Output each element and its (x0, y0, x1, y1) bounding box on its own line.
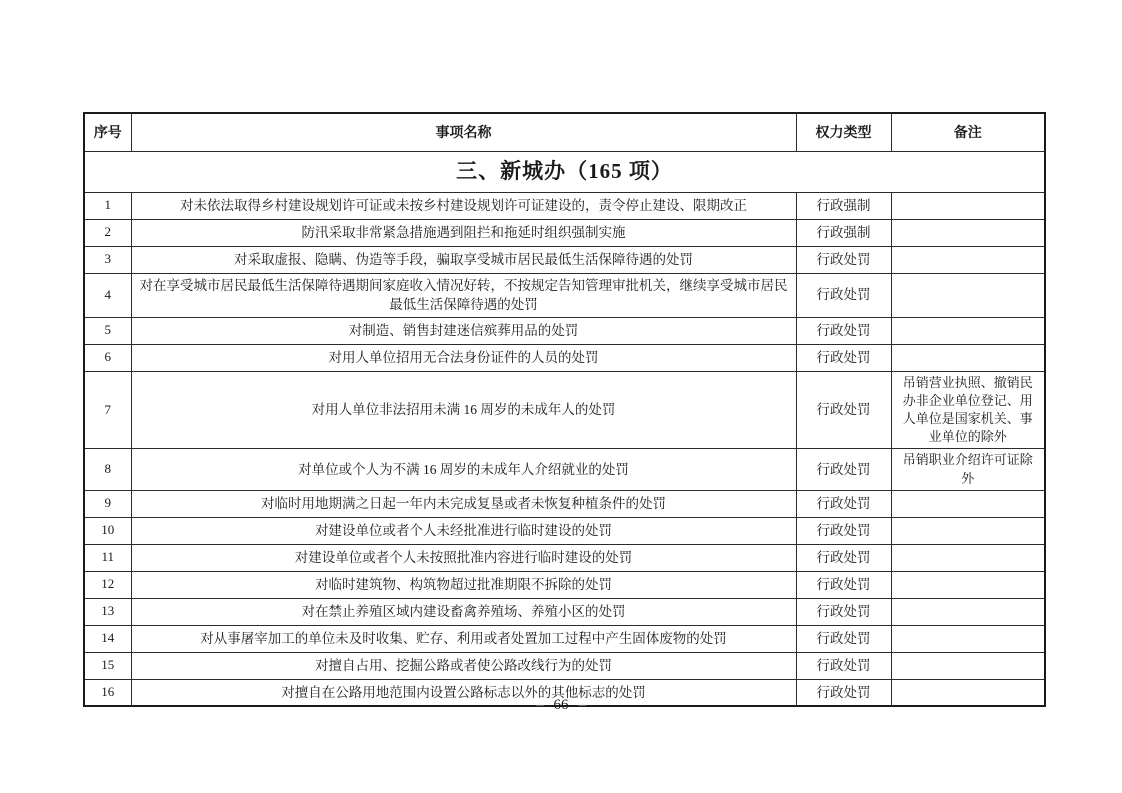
table-row (84, 192, 1045, 219)
cell-power-type: 行政处罚 (796, 449, 891, 490)
cell-item-name: 对在享受城市居民最低生活保障待遇期间家庭收入情况好转，不按规定告知管理审批机关，继续享受城市居民最低生活保障待遇的处罚 (131, 273, 796, 317)
table-row (84, 490, 1045, 517)
cell-item-name: 对单位或个人为不满 16 周岁的未成年人介绍就业的处罚 (131, 449, 796, 490)
cell-remark (891, 246, 1045, 273)
cell-item-name: 对用人单位非法招用未满 16 周岁的未成年人的处罚 (131, 371, 796, 449)
column-header-power-type: 权力类型 (796, 113, 891, 151)
table-row (84, 625, 1045, 652)
cell-index: 8 (84, 449, 131, 490)
cell-item-name: 防汛采取非常紧急措施遇到阻拦和拖延时组织强制实施 (131, 219, 796, 246)
cell-power-type: 行政处罚 (796, 317, 891, 344)
cell-item-name: 对制造、销售封建迷信殡葬用品的处罚 (131, 317, 796, 344)
table-row (84, 598, 1045, 625)
table-row (84, 652, 1045, 679)
cell-item-name: 对用人单位招用无合法身份证件的人员的处罚 (131, 344, 796, 371)
table-row (84, 449, 1045, 490)
cell-remark: 吊销职业介绍许可证除外 (891, 449, 1045, 490)
cell-item-name: 对临时建筑物、构筑物超过批准期限不拆除的处罚 (131, 571, 796, 598)
powers-table (83, 112, 1046, 707)
page-number (0, 697, 1122, 714)
cell-index: 7 (84, 371, 131, 449)
cell-index: 4 (84, 273, 131, 317)
cell-index: 3 (84, 246, 131, 273)
section-title: 三、新城办（165 项） (84, 151, 1045, 192)
section-header-row (84, 151, 1045, 192)
cell-power-type: 行政处罚 (796, 344, 891, 371)
cell-remark (891, 652, 1045, 679)
cell-index: 9 (84, 490, 131, 517)
column-header-index: 序号 (84, 113, 131, 151)
table-row (84, 544, 1045, 571)
cell-item-name: 对在禁止养殖区域内建设畜禽养殖场、养殖小区的处罚 (131, 598, 796, 625)
table-row (84, 517, 1045, 544)
cell-remark (891, 490, 1045, 517)
cell-index: 10 (84, 517, 131, 544)
cell-remark (891, 517, 1045, 544)
cell-item-name: 对擅自占用、挖掘公路或者使公路改线行为的处罚 (131, 652, 796, 679)
cell-index: 12 (84, 571, 131, 598)
cell-index: 6 (84, 344, 131, 371)
cell-index: 1 (84, 192, 131, 219)
cell-power-type: 行政处罚 (796, 246, 891, 273)
cell-power-type: 行政处罚 (796, 625, 891, 652)
cell-power-type: 行政处罚 (796, 371, 891, 449)
table-row (84, 273, 1045, 317)
cell-remark (891, 571, 1045, 598)
cell-index: 2 (84, 219, 131, 246)
cell-remark (891, 317, 1045, 344)
cell-index: 16 (84, 679, 131, 706)
page-number-left-dash: – (536, 697, 544, 713)
table-row (84, 344, 1045, 371)
cell-power-type: 行政处罚 (796, 544, 891, 571)
page-number-right-dash: – (578, 697, 586, 713)
cell-item-name: 对从事屠宰加工的单位未及时收集、贮存、利用或者处置加工过程中产生固体废物的处罚 (131, 625, 796, 652)
cell-item-name: 对建设单位或者个人未经批准进行临时建设的处罚 (131, 517, 796, 544)
cell-index: 15 (84, 652, 131, 679)
page-number-value: 66 (553, 697, 569, 713)
column-header-item-name: 事项名称 (131, 113, 796, 151)
cell-remark (891, 219, 1045, 246)
column-header-remark: 备注 (891, 113, 1045, 151)
cell-remark (891, 625, 1045, 652)
table-row (84, 246, 1045, 273)
cell-power-type: 行政处罚 (796, 652, 891, 679)
cell-item-name: 对建设单位或者个人未按照批准内容进行临时建设的处罚 (131, 544, 796, 571)
cell-power-type: 行政处罚 (796, 679, 891, 706)
cell-index: 14 (84, 625, 131, 652)
cell-remark (891, 192, 1045, 219)
cell-item-name: 对采取虚报、隐瞒、伪造等手段，骗取享受城市居民最低生活保障待遇的处罚 (131, 246, 796, 273)
cell-power-type: 行政处罚 (796, 598, 891, 625)
cell-remark (891, 273, 1045, 317)
cell-index: 13 (84, 598, 131, 625)
cell-power-type: 行政处罚 (796, 490, 891, 517)
cell-item-name: 对擅自在公路用地范围内设置公路标志以外的其他标志的处罚 (131, 679, 796, 706)
table-header-row (84, 113, 1045, 151)
table-row (84, 219, 1045, 246)
table-body (84, 192, 1045, 706)
cell-remark (891, 344, 1045, 371)
cell-power-type: 行政处罚 (796, 517, 891, 544)
cell-power-type: 行政强制 (796, 219, 891, 246)
table-row (84, 371, 1045, 449)
cell-index: 11 (84, 544, 131, 571)
table-row (84, 317, 1045, 344)
cell-remark (891, 598, 1045, 625)
cell-remark (891, 544, 1045, 571)
cell-item-name: 对未依法取得乡村建设规划许可证或未按乡村建设规划许可证建设的，责令停止建设、限期改正 (131, 192, 796, 219)
cell-index: 5 (84, 317, 131, 344)
cell-power-type: 行政处罚 (796, 571, 891, 598)
table-row (84, 571, 1045, 598)
cell-power-type: 行政处罚 (796, 273, 891, 317)
cell-power-type: 行政强制 (796, 192, 891, 219)
cell-remark: 吊销营业执照、撤销民办非企业单位登记、用人单位是国家机关、事业单位的除外 (891, 371, 1045, 449)
cell-item-name: 对临时用地期满之日起一年内未完成复垦或者未恢复种植条件的处罚 (131, 490, 796, 517)
